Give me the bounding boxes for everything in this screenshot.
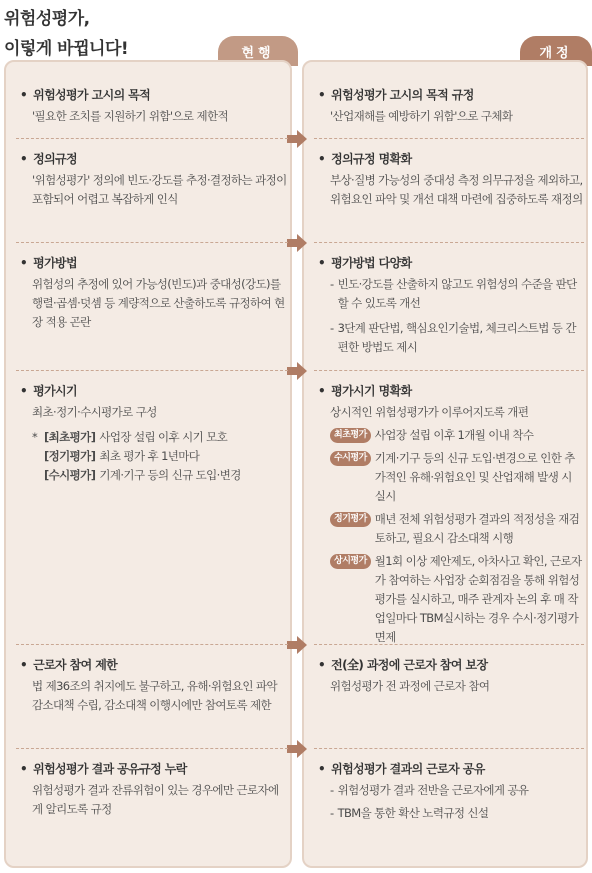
arrow-right-icon (287, 636, 307, 654)
current-item-timing: • 평가시기 최초·정기·수시평가로 구성 * [최초평가] 사업장 설립 이후 시기 모호 [정기평가] 최초 평가 후 1년마다 [수시평가] 기계·기구 등의 신규 도입·변경 (20, 382, 288, 485)
separator (314, 242, 584, 243)
list-item: - 빈도·강도를 산출하지 않고도 위험성의 수준을 판단할 수 있도록 개선 (330, 277, 577, 310)
bullet-icon: • (318, 88, 326, 102)
revised-item-purpose: • 위험성평가 고시의 목적 규정 '산업재해를 예방하기 위함'으로 구체화 (318, 88, 513, 123)
separator (314, 370, 584, 371)
bullet-icon: • (20, 256, 28, 270)
separator (314, 748, 584, 749)
revised-item-method: • 평가방법 다양화 - 빈도·강도를 산출하지 않고도 위험성의 수준을 판단할 수 있도록 개선 - 3단계 판단법, 핵심요인기술법, 체크리스트법 등 간편한 방법도 제시 (318, 254, 584, 357)
page-title: 위험성평가, 이렇게 바뀝니다! (4, 9, 129, 59)
revised-item-timing: • 평가시기 명확화 상시적인 위험성평가가 이루어지도록 개편 최초평가 사업장 설립 이후 1개월 이내 착수 수시평가 기계·기구 등의 신규 도입·변경으로 인한 추가적인 유해·위험요인 및 산업재해 발생 시 실시 정기평가 매년 전체 위험성평가 결과의 적정성을 재검토하고, 필요시 감소대책 시행 상시평가 월1회 이상 제안제도, 아차사고 확인, 근로자가 참여하는 사업장 순회점검을 통해 위험성평가를 실시하고, 매주 관계자 논의 후 매 작업일마다 TBM실시하는 경우 수시·정기평가 면제 (318, 382, 584, 647)
current-item-participation: • 근로자 참여 제한 법 제36조의 취지에도 불구하고, 유해·위험요인 파악 감소대책 수립, 감소대책 이행시에만 참여토록 제한 (20, 658, 277, 712)
status-badge: 수시평가 (330, 451, 371, 466)
current-item-method: • 평가방법 위험성의 추정에 있어 가능성(빈도)과 중대성(강도)를 행렬·곱셈·덧셈 등 계량적으로 산출하도록 규정하여 현장 적용 곤란 (20, 256, 285, 329)
timing-notes: * [최초평가] 사업장 설립 이후 시기 모호 [정기평가] 최초 평가 후 1년마다 [수시평가] 기계·기구 등의 신규 도입·변경 (32, 430, 241, 482)
tab-revised: 개정 (520, 36, 592, 66)
list-item: 수시평가 기계·기구 등의 신규 도입·변경으로 인한 추가적인 유해·위험요인 및 산업재해 발생 시 실시 (318, 449, 584, 506)
arrow-right-icon (287, 740, 307, 758)
list-item: 최초평가 사업장 설립 이후 1개월 이내 착수 (318, 426, 584, 445)
separator (16, 242, 288, 243)
separator (16, 138, 288, 139)
arrow-right-icon (287, 234, 307, 252)
current-item-sharing: • 위험성평가 결과 공유규정 누락 위험성평가 결과 잔류위험이 있는 경우에만 근로자에게 알리도록 규정 (20, 762, 279, 816)
tab-current: 현행 (218, 36, 298, 66)
bullet-icon: • (20, 384, 28, 398)
revised-item-definition: • 정의규정 명확화 부상·질병 가능성의 중대성 측정 의무규정을 제외하고, 위험요인 파악 및 개선 대책 마련에 집중하도록 재정의 (318, 152, 583, 206)
status-badge: 상시평가 (330, 554, 371, 569)
list-item: - 3단계 판단법, 핵심요인기술법, 체크리스트법 등 간편한 방법도 제시 (330, 321, 576, 354)
bullet-icon: • (318, 256, 326, 270)
bullet-icon: • (318, 762, 326, 776)
list-item: 상시평가 월1회 이상 제안제도, 아차사고 확인, 근로자가 참여하는 사업장 순회점검을 통해 위험성평가를 실시하고, 매주 관계자 논의 후 매 작업일마다 TBM실시하는 경우 수시·정기평가 면제 (318, 552, 584, 647)
list-item: 정기평가 매년 전체 위험성평가 결과의 적정성을 재검토하고, 필요시 감소대책 시행 (318, 510, 584, 548)
separator (314, 138, 584, 139)
status-badge: 정기평가 (330, 512, 371, 527)
separator (16, 644, 288, 645)
list-item: - TBM을 통한 확산 노력규정 신설 (330, 806, 489, 820)
arrow-right-icon (287, 130, 307, 148)
current-item-definition: • 정의규정 '위험성평가' 정의에 빈도·강도를 추정·결정하는 과정이 포함되어 어렵고 복잡하게 인식 (20, 152, 287, 206)
separator (16, 748, 288, 749)
revised-item-participation: • 전(全) 과정에 근로자 참여 보장 위험성평가 전 과정에 근로자 참여 (318, 658, 490, 693)
bullet-icon: • (318, 658, 326, 672)
list-item: - 위험성평가 결과 전반을 근로자에게 공유 (330, 783, 529, 797)
bullet-icon: • (318, 384, 326, 398)
status-badge: 최초평가 (330, 428, 371, 443)
bullet-icon: • (318, 152, 326, 166)
bullet-icon: • (20, 88, 28, 102)
bullet-icon: • (20, 658, 28, 672)
separator (16, 370, 288, 371)
revised-item-sharing: • 위험성평가 결과의 근로자 공유 - 위험성평가 결과 전반을 근로자에게 공유 - TBM을 통한 확산 노력규정 신설 (318, 760, 584, 823)
separator (314, 644, 584, 645)
bullet-icon: • (20, 152, 28, 166)
bullet-icon: • (20, 762, 28, 776)
arrow-right-icon (287, 362, 307, 380)
current-item-purpose: • 위험성평가 고시의 목적 '필요한 조치를 지원하기 위함'으로 제한적 (20, 88, 228, 123)
